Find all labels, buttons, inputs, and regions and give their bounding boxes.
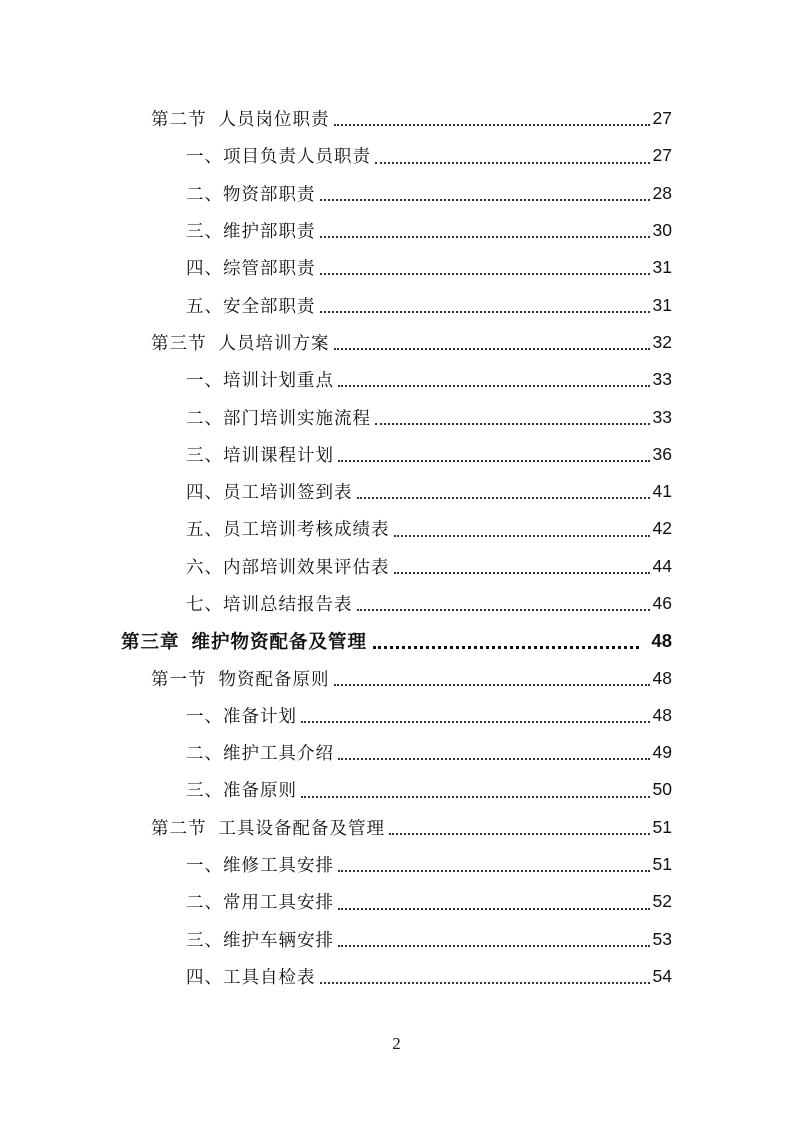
toc-entry-title: 内部培训效果评估表: [223, 557, 390, 578]
toc-dot-leader: [375, 422, 650, 425]
toc-entry-title: 维修工具安排: [223, 856, 334, 877]
toc-entry-page: 51: [652, 854, 672, 875]
toc-dot-leader: [373, 645, 639, 649]
toc-section-entry[interactable]: [0, 809, 793, 846]
toc-dot-leader: [338, 757, 650, 760]
toc-subsection-entry[interactable]: [0, 771, 793, 808]
toc-dot-leader: [394, 534, 650, 537]
toc-entry-number: 四、: [186, 259, 223, 280]
toc-dot-leader: [394, 571, 650, 574]
toc-dot-leader: [320, 981, 650, 984]
toc-entry-title: 物资配备原则: [218, 669, 330, 690]
toc-entry-number: 一、: [186, 371, 223, 392]
toc-entry-title: 项目负责人员职责: [223, 147, 371, 168]
toc-section-entry[interactable]: [0, 100, 793, 137]
toc-entry-page: 42: [652, 518, 672, 539]
toc-entry-number: 四、: [186, 483, 223, 504]
toc-entry-number: 三、: [186, 781, 223, 802]
toc-entry-page: 53: [652, 928, 672, 949]
toc-entry-title: 人员培训方案: [218, 333, 330, 354]
toc-entry-title: 培训课程计划: [223, 445, 334, 466]
toc-dot-leader: [320, 198, 650, 201]
toc-subsection-entry[interactable]: [0, 137, 793, 174]
toc-entry-title: 准备计划: [223, 706, 297, 727]
toc-entry-number: 三、: [186, 930, 223, 951]
toc-entry-number: 第二节: [151, 110, 207, 131]
toc-entry-page: 52: [652, 891, 672, 912]
toc-dot-leader: [357, 496, 650, 499]
toc-subsection-entry[interactable]: [0, 510, 793, 547]
toc-entry-page: 27: [652, 145, 672, 166]
toc-dot-leader: [357, 608, 650, 611]
toc-entry-title: 物资部职责: [223, 184, 316, 205]
toc-entry-page: 32: [652, 331, 672, 352]
toc-entry-title: 培训计划重点: [223, 371, 334, 392]
toc-entry-page: 36: [652, 443, 672, 464]
toc-entry-title: 维护车辆安排: [223, 930, 334, 951]
toc-entry-number: 第一节: [151, 669, 207, 690]
toc-dot-leader: [389, 832, 650, 835]
toc-entry-page: 51: [652, 816, 672, 837]
toc-entry-title: 综管部职责: [223, 259, 316, 280]
toc-entry-page: 48: [651, 629, 672, 651]
toc-entry-page: 28: [652, 182, 672, 203]
page-number: 2: [392, 1034, 401, 1053]
toc-entry-number: 二、: [186, 184, 223, 205]
toc-entry-title: 维护物资配备及管理: [191, 631, 368, 653]
toc-dot-leader: [334, 683, 650, 686]
toc-subsection-entry[interactable]: [0, 697, 793, 734]
toc-subsection-entry[interactable]: [0, 361, 793, 398]
toc-entry-number: 第三节: [151, 333, 207, 354]
toc-entry-number: 三、: [186, 445, 223, 466]
toc-entry-page: 50: [652, 779, 672, 800]
toc-entry-title: 人员岗位职责: [218, 110, 330, 131]
toc-dot-leader: [338, 907, 650, 910]
toc-entry-number: 六、: [186, 557, 223, 578]
toc-entry-page: 49: [652, 742, 672, 763]
toc-entry-title: 工具设备配备及管理: [218, 818, 385, 839]
toc-subsection-entry[interactable]: [0, 548, 793, 585]
toc-entry-page: 31: [652, 257, 672, 278]
table-of-contents: [0, 100, 793, 995]
toc-dot-leader: [338, 944, 650, 947]
toc-subsection-entry[interactable]: [0, 175, 793, 212]
toc-entry-title: 工具自检表: [223, 967, 316, 988]
toc-entry-number: 五、: [186, 520, 223, 541]
toc-dot-leader: [334, 347, 650, 350]
toc-entry-page: 48: [652, 667, 672, 688]
toc-entry-number: 三、: [186, 222, 223, 243]
toc-entry-number: 四、: [186, 967, 223, 988]
toc-entry-page: 33: [652, 406, 672, 427]
toc-dot-leader: [375, 161, 650, 164]
toc-dot-leader: [301, 720, 650, 723]
toc-entry-number: 一、: [186, 147, 223, 168]
toc-entry-page: 33: [652, 369, 672, 390]
toc-entry-title: 培训总结报告表: [223, 595, 353, 615]
toc-section-entry[interactable]: [0, 324, 793, 361]
toc-entry-title: 准备原则: [223, 781, 297, 802]
toc-entry-page: 41: [652, 481, 672, 502]
toc-entry-page: 31: [652, 294, 672, 315]
toc-entry-title: 员工培训签到表: [223, 483, 353, 504]
toc-chapter-entry[interactable]: [0, 622, 793, 659]
toc-dot-leader: [338, 869, 650, 872]
toc-subsection-entry[interactable]: [0, 921, 793, 958]
toc-entry-page: 46: [652, 593, 672, 613]
toc-subsection-entry[interactable]: [0, 846, 793, 883]
toc-subsection-entry[interactable]: [0, 585, 793, 622]
toc-subsection-entry[interactable]: [0, 473, 793, 510]
toc-entry-title: 维护部职责: [223, 222, 316, 243]
toc-entry-title: 部门培训实施流程: [223, 408, 371, 429]
toc-entry-page: 27: [652, 108, 672, 129]
toc-entry-number: 一、: [186, 856, 223, 877]
toc-entry-number: 二、: [186, 408, 223, 429]
toc-subsection-entry[interactable]: [0, 249, 793, 286]
toc-entry-page: 44: [652, 555, 672, 576]
toc-dot-leader: [320, 310, 650, 313]
toc-dot-leader: [338, 459, 650, 462]
toc-entry-title: 维护工具介绍: [223, 744, 334, 765]
toc-dot-leader: [334, 123, 650, 126]
toc-entry-number: 二、: [186, 744, 223, 765]
toc-entry-page: 30: [652, 220, 672, 241]
toc-entry-number: 第二节: [151, 818, 207, 839]
toc-subsection-entry[interactable]: [0, 398, 793, 435]
toc-subsection-entry[interactable]: [0, 436, 793, 473]
toc-entry-title: 安全部职责: [223, 296, 316, 317]
toc-dot-leader: [320, 272, 650, 275]
toc-subsection-entry[interactable]: [0, 958, 793, 995]
toc-entry-number: 一、: [186, 706, 223, 727]
toc-entry-number: 五、: [186, 296, 223, 317]
toc-entry-number: 二、: [186, 893, 223, 914]
toc-entry-title: 员工培训考核成绩表: [223, 520, 390, 541]
toc-subsection-entry[interactable]: [0, 212, 793, 249]
toc-entry-title: 常用工具安排: [223, 893, 334, 914]
toc-subsection-entry[interactable]: [0, 883, 793, 920]
toc-entry-number: 第三章: [121, 631, 180, 653]
toc-entry-page: 54: [652, 965, 672, 986]
toc-entry-page: 48: [652, 704, 672, 725]
toc-subsection-entry[interactable]: [0, 286, 793, 323]
toc-dot-leader: [320, 235, 650, 238]
toc-entry-number: 七、: [186, 595, 223, 615]
toc-dot-leader: [301, 795, 650, 798]
toc-dot-leader: [338, 384, 650, 387]
toc-subsection-entry[interactable]: [0, 734, 793, 771]
toc-section-entry[interactable]: [0, 659, 793, 696]
